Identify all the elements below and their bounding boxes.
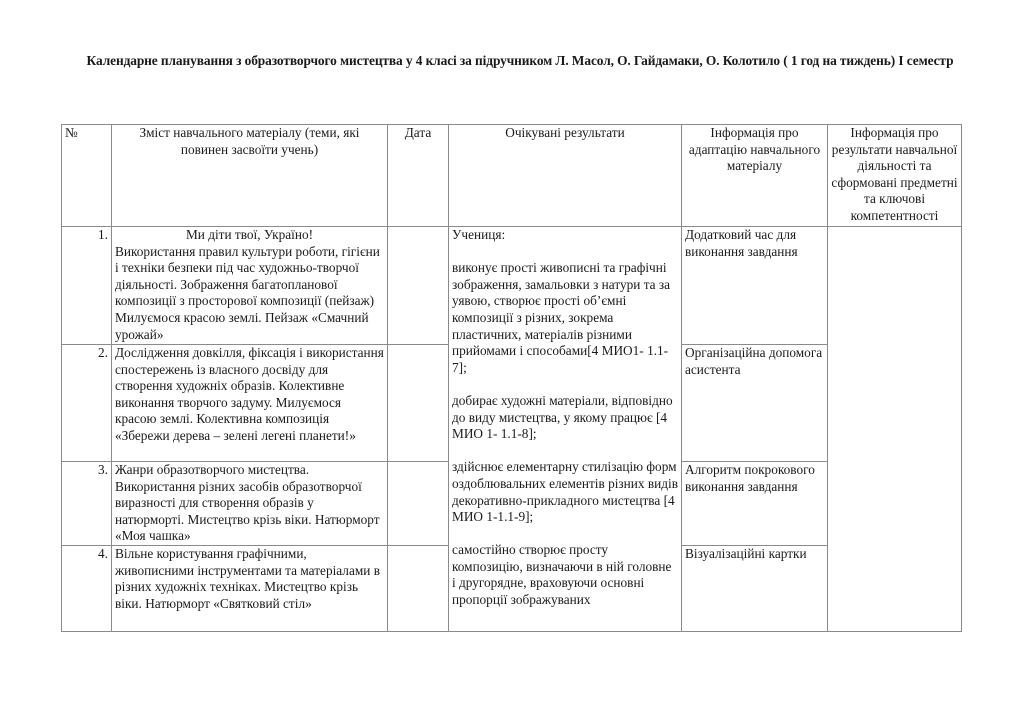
header-learning-info: Інформація про результати навчальної діяльності та сформовані предметні та ключові компетентності bbox=[828, 125, 962, 227]
row-date[interactable] bbox=[388, 546, 449, 632]
row-date[interactable] bbox=[388, 227, 449, 345]
table-header-row bbox=[62, 125, 962, 227]
row-content bbox=[112, 462, 388, 546]
learning-info-cell[interactable] bbox=[828, 227, 962, 632]
header-adaptation: Інформація про адаптацію навчального матеріалу bbox=[682, 125, 828, 227]
calendar-plan-table bbox=[61, 124, 962, 632]
row-adaptation: Організаційна допомога асистента bbox=[682, 345, 828, 462]
row-content-text: Жанри образотворчого мистецтва. Використання різних засобів образотворчої виразності для створення образів у натюрморті. Мистецтво крізь віки. Натюрморт «Моя чашка» bbox=[115, 462, 380, 544]
row-content bbox=[112, 227, 388, 345]
row-content bbox=[112, 345, 388, 462]
row-content-text: Дослідження довкілля, фіксація і використання спостережень із власного досвіду для створення художніх образів. Колективне виконання творчого задуму. Милуємося красою землі. Колективна композиція «Збережи дерева – зелені легені планети!» bbox=[115, 345, 384, 443]
header-content: Зміст навчального матеріалу (теми, які повинен засвоїти учень) bbox=[112, 125, 388, 227]
results-intro: Учениця: bbox=[452, 227, 506, 242]
row-adaptation: Візуалізаційні картки bbox=[682, 546, 828, 632]
expected-results-cell bbox=[449, 227, 682, 632]
result-item: добирає художні матеріали, відповідно до виду мистецтва, у якому працює [4 МИО 1- 1.1-8]; bbox=[452, 392, 673, 442]
row-adaptation: Додатковий час для виконання завдання bbox=[682, 227, 828, 345]
row-date[interactable] bbox=[388, 345, 449, 462]
row-date[interactable] bbox=[388, 462, 449, 546]
document-title: Календарне планування з образотворчого мистецтва у 4 класі за підручником Л. Масол, О. Гайдамаки, О. Колотило ( 1 год на тиждень) І семестр bbox=[86, 53, 954, 68]
row-number: 2. bbox=[62, 345, 112, 462]
row-number: 1. bbox=[62, 227, 112, 345]
row-number: 3. bbox=[62, 462, 112, 546]
row-adaptation: Алгоритм покрокового виконання завдання bbox=[682, 462, 828, 546]
header-expected-results: Очікувані результати bbox=[449, 125, 682, 227]
header-date: Дата bbox=[388, 125, 449, 227]
table-row bbox=[62, 227, 962, 345]
row-content-heading: Ми діти твої, Україно! bbox=[185, 227, 314, 242]
row-content-text: Використання правил культури роботи, гігієни і техніки безпеки під час художньо-творчої діяльності. Зображення багатопланової композиції з просторової композиції (пейзаж) Милуємося красою землі. Пейзаж «Смачний урожай» bbox=[115, 243, 380, 342]
header-number: № bbox=[62, 125, 112, 227]
row-content-text: Вільне користування графічними, живописними інструментами та матеріалами в різних художніх техніках. Мистецтво крізь віки. Натюрморт «Святковий стіл» bbox=[115, 546, 380, 611]
result-item: виконує прості живописні та графічні зображення, замальовки з натури та за уявою, створює прості об’ємні композиції з різних, зокрема пластичних, матеріалів різними прийомами і способами[4 МИО1- 1.1-7]; bbox=[452, 260, 671, 375]
result-item: здійснює елементарну стилізацію форм оздоблювальних елементів різних видів декоративно-прикладного мистецтва [4 МИО 1-1.1-9]; bbox=[452, 459, 678, 525]
row-number: 4. bbox=[62, 546, 112, 632]
result-item: самостійно створює просту композицію, визначаючи в ній головне і другорядне, враховуючи основні пропорції зображуваних bbox=[452, 542, 672, 608]
row-content bbox=[112, 546, 388, 632]
